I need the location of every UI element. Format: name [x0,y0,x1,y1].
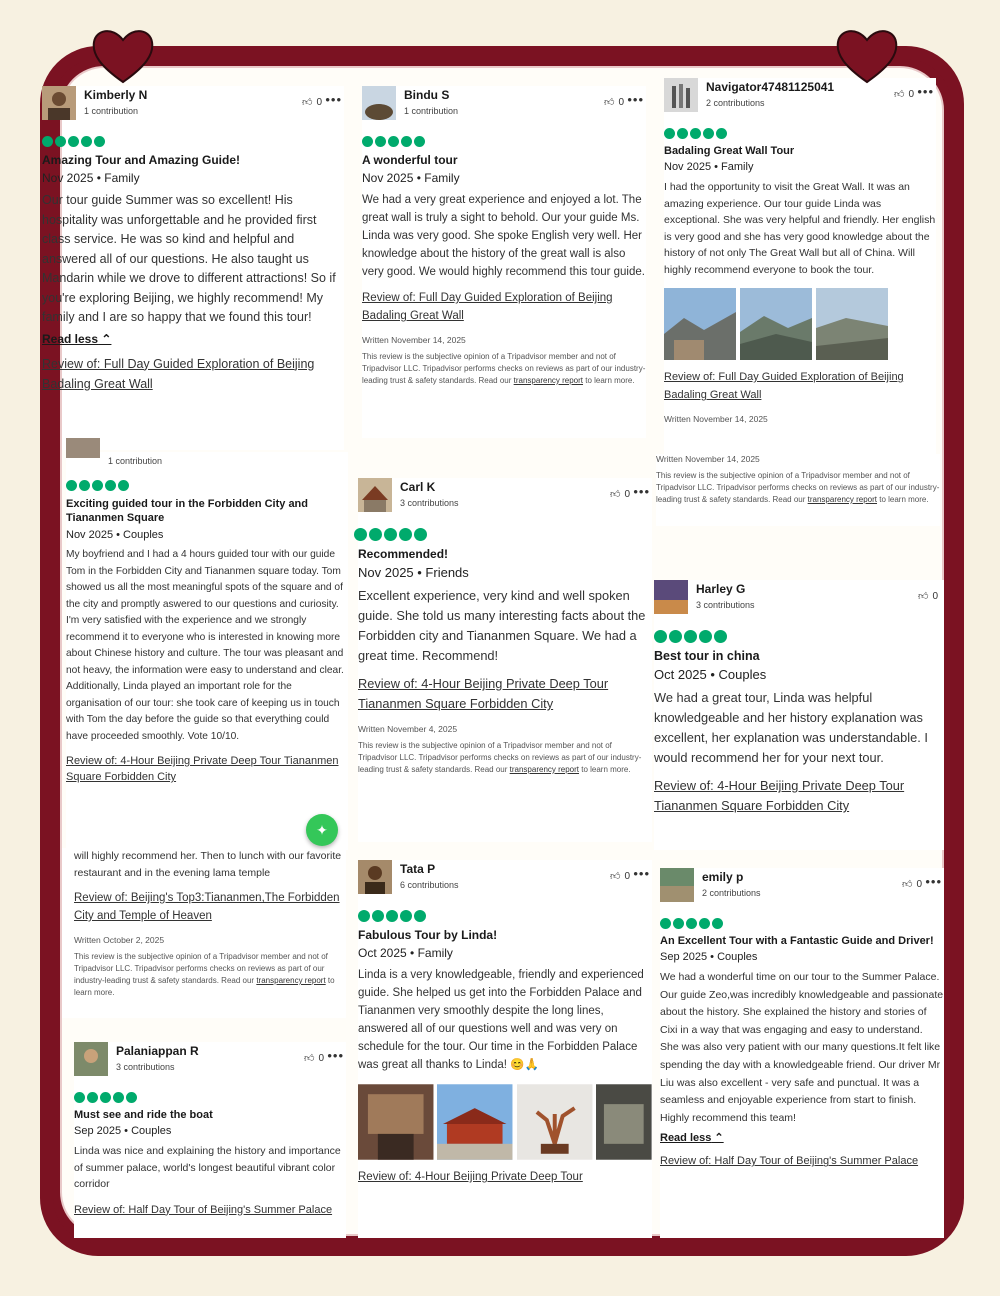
review-of-link[interactable]: Review of: Half Day Tour of Beijing's Summer Palace [660,1155,919,1168]
written-date: Written November 14, 2025 [656,454,760,464]
review-card [358,860,652,1238]
review-card [358,478,652,842]
ai-sparkle-button[interactable]: ✦ [306,814,338,846]
helpful-vote-button[interactable]: 👍︎ 0 [917,590,938,602]
review-of-link[interactable]: Review of: Half Day Tour of Beijing's Summer Palace [74,1203,333,1216]
transparency-report-link[interactable]: transparency report [807,495,878,504]
thumbs-up-icon: 👍︎ [303,1053,315,1064]
written-date: Written November 14, 2025 [664,414,768,424]
more-options-icon[interactable]: ••• [633,484,650,499]
thumbs-up-icon: 👍︎ [609,871,621,882]
review-title: Badaling Great Wall Tour [664,145,795,157]
avatar [664,78,698,112]
rating-bubbles [654,630,944,643]
review-of-link[interactable]: Review of: 4-Hour Beijing Private Deep Tour Tiananmen Square Forbidden City [654,778,905,813]
review-of-link[interactable]: Review of: Full Day Guided Exploration of Beijing Badaling Great Wall [664,371,904,401]
helpful-vote-button[interactable]: 👍︎ 0 [609,488,630,500]
review-text: We had a great tour, Linda was helpful knowledgeable and her history explanation was excellent, her explanation was understandable. I would recommend her for your next tour. [654,690,928,765]
review-photo[interactable] [437,1084,512,1160]
review-text: Our tour guide Summer was so excellent! His hospitality was unforgettable and he provided first class service. He was so kind and helpful and answered all of our questions. He also taught us Mandarin while we drove to different attractions! So if you're exploring Beijing, we highly recommend! My family and I are so happy that we found this tour! [42,193,336,324]
disclaimer: This review is the subjective opinion of a Tripadvisor member and not of Tripadvisor LLC. Tripadvisor performs checks on reviews as part of our industry-leading trust & safety standards. Read our transparency report to learn more. [74,952,335,997]
review-text: We had a wonderful time on our tour to the Summer Palace. Our guide Zeo,was incredibly knowledgeable and passionate about the history. She explained the history and stories of Cixi in a way that was engaging and easy to understand. She was also very patient with our many questions.It felt like spending the day with a knowledgeable friend. Our driver Mr Liu was also excellent - very safe and punctual. It was a seamless and enjoyable experience from start to finish. Highly recommend this team! [660,971,944,1124]
contribution-count: 3 contributions [696,600,755,610]
more-options-icon[interactable]: ••• [327,1048,344,1063]
rating-bubbles [66,480,348,491]
user-name[interactable]: emily p [702,870,744,884]
transparency-report-link[interactable]: transparency report [256,976,326,985]
thumbs-up-icon: 👍︎ [901,879,913,890]
review-text: Linda was nice and explaining the history and importance of summer palace, world's longest beautiful vibrant color corridor [74,1145,341,1190]
review-card [66,452,348,850]
rating-bubbles [362,136,646,147]
written-date: Written October 2, 2025 [74,935,165,945]
user-name[interactable]: Bindu S [404,88,450,102]
review-of-link[interactable]: Review of: Full Day Guided Exploration of Beijing Badaling Great Wall [362,292,613,322]
trip-date: Sep 2025 • Couples [74,1125,172,1137]
user-name[interactable]: Harley G [696,582,746,596]
review-photo[interactable] [358,1084,433,1160]
read-less-link[interactable]: Read less ⌃ [660,1132,724,1145]
user-name[interactable]: Kimberly N [84,88,148,102]
transparency-report-link[interactable]: transparency report [513,376,584,385]
more-options-icon[interactable]: ••• [325,92,342,107]
avatar [66,438,100,458]
user-name[interactable]: Carl K [400,480,436,494]
thumbs-up-icon: 👍︎ [917,591,929,602]
collage-area [42,66,944,1236]
avatar [358,860,392,894]
disclaimer: This review is the subjective opinion of a Tripadvisor member and not of Tripadvisor LLC. Tripadvisor performs checks on reviews as part of our industry-leading trust & safety standards. Read our transparency report to learn more. [362,352,646,385]
disclaimer: This review is the subjective opinion of a Tripadvisor member and not of Tripadvisor LLC. Tripadvisor performs checks on reviews as part of our industry-leading trust & safety standards. Read our transparency report to learn more. [358,741,642,774]
trip-date: Oct 2025 • Family [358,946,453,960]
contribution-count: 3 contributions [400,498,459,508]
review-of-link[interactable]: Review of: 4-Hour Beijing Private Deep Tour Tiananmen Square Forbidden City [66,755,339,783]
review-text: Excellent experience, very kind and well spoken guide. She told us many interesting facts about the Forbidden city and Tiananmen Square. We had a great time. Recommend! [358,588,646,663]
trip-date: Nov 2025 • Couples [66,529,164,541]
thumbs-up-icon: 👍︎ [301,97,313,108]
review-of-link[interactable]: Review of: Beijing's Top3:Tiananmen,The Forbidden City and Temple of Heaven [74,892,340,922]
review-card [660,868,944,1238]
helpful-vote-button[interactable]: 👍︎ 0 [609,870,630,882]
avatar [358,478,392,512]
review-of-link[interactable]: Review of: Full Day Guided Exploration of Beijing Badaling Great Wall [42,356,315,391]
user-name[interactable]: Palaniappan R [116,1044,199,1058]
avatar [654,580,688,614]
review-photo[interactable] [816,288,888,360]
review-text: will highly recommend her. Then to lunch with our favorite restaurant and in the evening lama temple [74,850,342,879]
trip-date: Nov 2025 • Family [664,161,754,173]
more-options-icon[interactable]: ••• [633,866,650,881]
review-of-link[interactable]: Review of: 4-Hour Beijing Private Deep Tour [358,1171,583,1183]
review-photo[interactable] [740,288,812,360]
rating-bubbles [42,136,344,147]
review-title: Exciting guided tour in the Forbidden City and Tiananmen Square [66,498,308,524]
rating-bubbles [664,128,936,139]
avatar [660,868,694,902]
helpful-vote-button[interactable]: 👍︎ 0 [303,1052,324,1064]
disclaimer: This review is the subjective opinion of a Tripadvisor member and not of Tripadvisor LLC. Tripadvisor performs checks on reviews as part of our industry-leading trust & safety standards. Read our transparency report to learn more. [656,471,940,504]
review-photo[interactable] [596,1084,652,1160]
review-card [62,848,346,1018]
photo-strip [664,288,936,360]
review-card [362,86,646,438]
photo-strip [358,1084,652,1160]
contribution-count: 1 contribution [108,456,163,466]
trip-date: Nov 2025 • Family [42,171,140,185]
more-options-icon[interactable]: ••• [917,84,934,99]
trip-date: Nov 2025 • Family [362,171,460,185]
contribution-count: 2 contributions [706,98,765,108]
thumbs-up-icon: 👍︎ [893,89,905,100]
review-text: We had a very great experience and enjoyed a lot. The great wall is truly a sight to behold. Our your guide Ms. Linda was very good. She spoke English very well. Her knowledge about the history of the great wall is also very good. We would highly recommend this tour guide. [362,194,645,278]
review-title: Amazing Tour and Amazing Guide! [42,153,240,167]
review-title: Best tour in china [654,649,760,663]
review-text: Linda is a very knowledgeable, friendly and experienced guide. She helped us get into the Forbidden Palace and Tiananmen very smoothly despite the long lines, answered all of our questions well and was very on schedule for the tour. Our time in the Forbidden Palace was great all thanks to Linda! 😊🙏 [358,969,644,1071]
review-photo[interactable] [664,288,736,360]
transparency-report-link[interactable]: transparency report [509,765,580,774]
rating-bubbles [354,528,652,541]
review-card-footer [656,454,940,526]
helpful-vote-button[interactable]: 👍︎ 0 [301,96,322,108]
contribution-count: 2 contributions [702,888,761,898]
review-text: My boyfriend and I had a 4 hours guided tour with our guide Tom in the Forbidden City and Tiananmen square today. Tom showed us all the most meaningful spots of the square and of the city and promptly aswered to our questions and curiosity. I'm very satisfied with the experience and we strongly recommend it to everyone who is interested in knowing more about Chinese history and culture. The tour was pleasant and not heavy, the information were easy to understand and clear. Additionally, Linda played an important role for the organisation of our tour: she took care of keeping us in touch with Tom the day before the guide so that everything could have proceeded smoothly. Vote 10/10. [66,549,344,742]
thumbs-up-icon: 👍︎ [603,97,615,108]
heart-icon [90,26,156,86]
contribution-count: 1 contribution [84,106,139,116]
trip-date: Sep 2025 • Couples [660,951,758,963]
review-title: An Excellent Tour with a Fantastic Guide and Driver! [660,935,934,947]
review-card [74,1042,346,1238]
heart-icon [834,26,900,86]
avatar [362,86,396,120]
review-of-link[interactable]: Review of: 4-Hour Beijing Private Deep Tour Tiananmen Square Forbidden City [358,676,609,711]
review-card [664,78,936,454]
review-title: Fabulous Tour by Linda! [358,928,498,942]
review-photo[interactable] [517,1084,592,1160]
helpful-vote-button[interactable]: 👍︎ 0 [603,96,624,108]
contribution-count: 3 contributions [116,1062,175,1072]
review-title: Recommended! [358,547,449,561]
review-title: A wonderful tour [362,153,458,167]
helpful-vote-button[interactable]: 👍︎ 0 [893,88,914,100]
trip-date: Oct 2025 • Couples [654,667,767,682]
written-date: Written November 4, 2025 [358,724,458,734]
rating-bubbles [660,918,944,929]
avatar [42,86,76,120]
user-name[interactable]: Tata P [400,862,436,876]
rating-bubbles [74,1092,346,1103]
contribution-count: 6 contributions [400,880,459,890]
user-name[interactable]: Navigator47481125041 [706,80,835,94]
thumbs-up-icon: 👍︎ [609,489,621,500]
more-options-icon[interactable]: ••• [925,874,942,889]
helpful-vote-button[interactable]: 👍︎ 0 [901,878,922,890]
trip-date: Nov 2025 • Friends [358,565,469,580]
written-date: Written November 14, 2025 [362,335,466,345]
contribution-count: 1 contribution [404,106,459,116]
avatar [74,1042,108,1076]
review-title: Must see and ride the boat [74,1109,213,1121]
read-less-link[interactable]: Read less ⌃ [42,331,112,346]
rating-bubbles [358,910,652,922]
review-text: I had the opportunity to visit the Great Wall. It was an amazing experience. Our tour guide Linda was exceptional. She was very helpful and friendly. Her english is very good and she has very good knowledge about the history of not only The Great Wall but all of China. Will highly recommend everyone to book the tour. [664,181,936,276]
review-card [654,580,944,850]
review-card [42,86,344,450]
more-options-icon[interactable]: ••• [627,92,644,107]
